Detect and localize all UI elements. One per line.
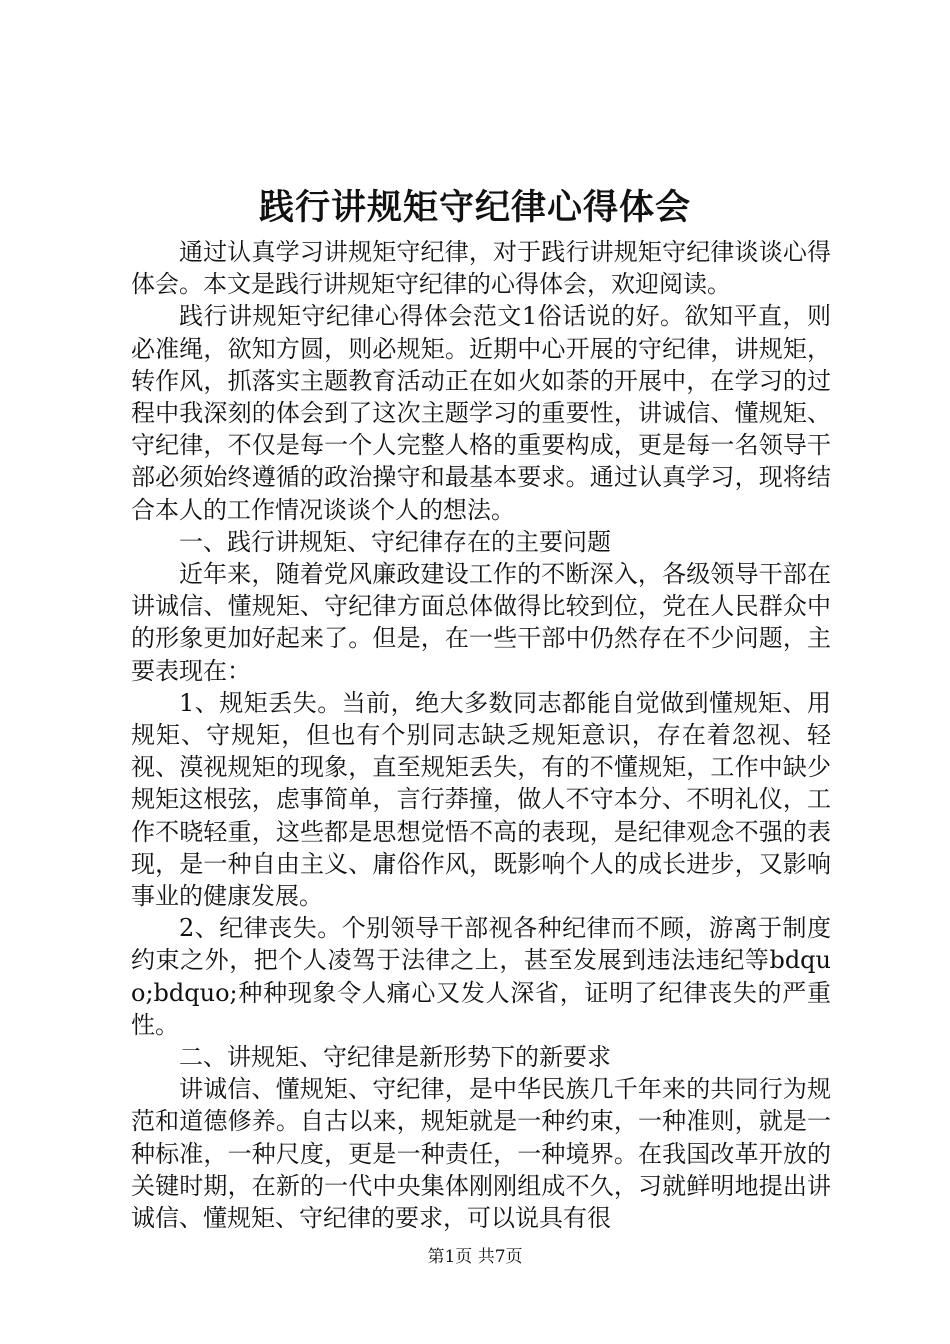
paragraph-recent-years: 近年来，随着党风廉政建设工作的不断深入，各级领导干部在讲诚信、懂规矩、守纪律方面总体做得比较到位，党在人民群众中的形象更加好起来了。但是，在一些干部中仍然存在不少问题，主要表现在： — [131, 560, 831, 685]
document-body — [131, 236, 831, 1234]
paragraph-intro: 通过认真学习讲规矩守纪律，对于践行讲规矩守纪律谈谈心得体会。本文是践行讲规矩守纪律的心得体会，欢迎阅读。 — [131, 238, 831, 299]
paragraph-discipline-lost: 2、纪律丧失。个别领导干部视各种纪律而不顾，游离于制度约束之外，把个人凌驾于法律之上，甚至发展到违法违纪等bdquo;bdquo;种种现象令人痛心又发人深省，证明了纪律丧失的严重性。 — [131, 914, 831, 1039]
page-number-footer: 第1页 共7页 — [427, 1247, 523, 1267]
section-heading-2: 二、讲规矩、守纪律是新形势下的新要求 — [179, 1043, 611, 1072]
section-heading-1: 一、践行讲规矩、守纪律存在的主要问题 — [179, 527, 611, 556]
paragraph-rules-lost: 1、规矩丢失。当前，绝大多数同志都能自觉做到懂规矩、用规矩、守规矩，但也有个别同志缺乏规矩意识，存在着忽视、轻视、漠视规矩的现象，直至规矩丢失，有的不懂规矩，工作中缺少规矩这根弦，虑事简单，言行莽撞，做人不守本分、不明礼仪，工作不晓轻重，这些都是思想觉悟不高的表现，是纪律观念不强的表现，是一种自由主义、庸俗作风，既影响个人的成长进步，又影响事业的健康发展。 — [131, 688, 831, 911]
paragraph-new-requirements: 讲诚信、懂规矩、守纪律，是中华民族几千年来的共同行为规范和道德修养。自古以来，规矩就是一种约束，一种准则，就是一种标准，一种尺度，更是一种责任，一种境界。在我国改革开放的关键时期，在新的一代中央集体刚刚组成不久，习就鲜明地提出讲诚信、懂规矩、守纪律的要求，可以说具有很 — [131, 1075, 831, 1233]
paragraph-sample-essay: 践行讲规矩守纪律心得体会范文1俗话说的好。欲知平直，则必准绳，欲知方圆，则必规矩。近期中心开展的守纪律，讲规矩，转作风，抓落实主题教育活动正在如火如荼的开展中，在学习的过程中我深刻的体会到了这次主题学习的重要性，讲诚信、懂规矩、守纪律，不仅是每一个人完整人格的重要构成，更是每一名领导干部必须始终遵循的政治操守和最基本要求。通过认真学习，现将结合本人的工作情况谈谈个人的想法。 — [131, 302, 831, 524]
document-title: 践行讲规矩守纪律心得体会 — [258, 187, 691, 228]
